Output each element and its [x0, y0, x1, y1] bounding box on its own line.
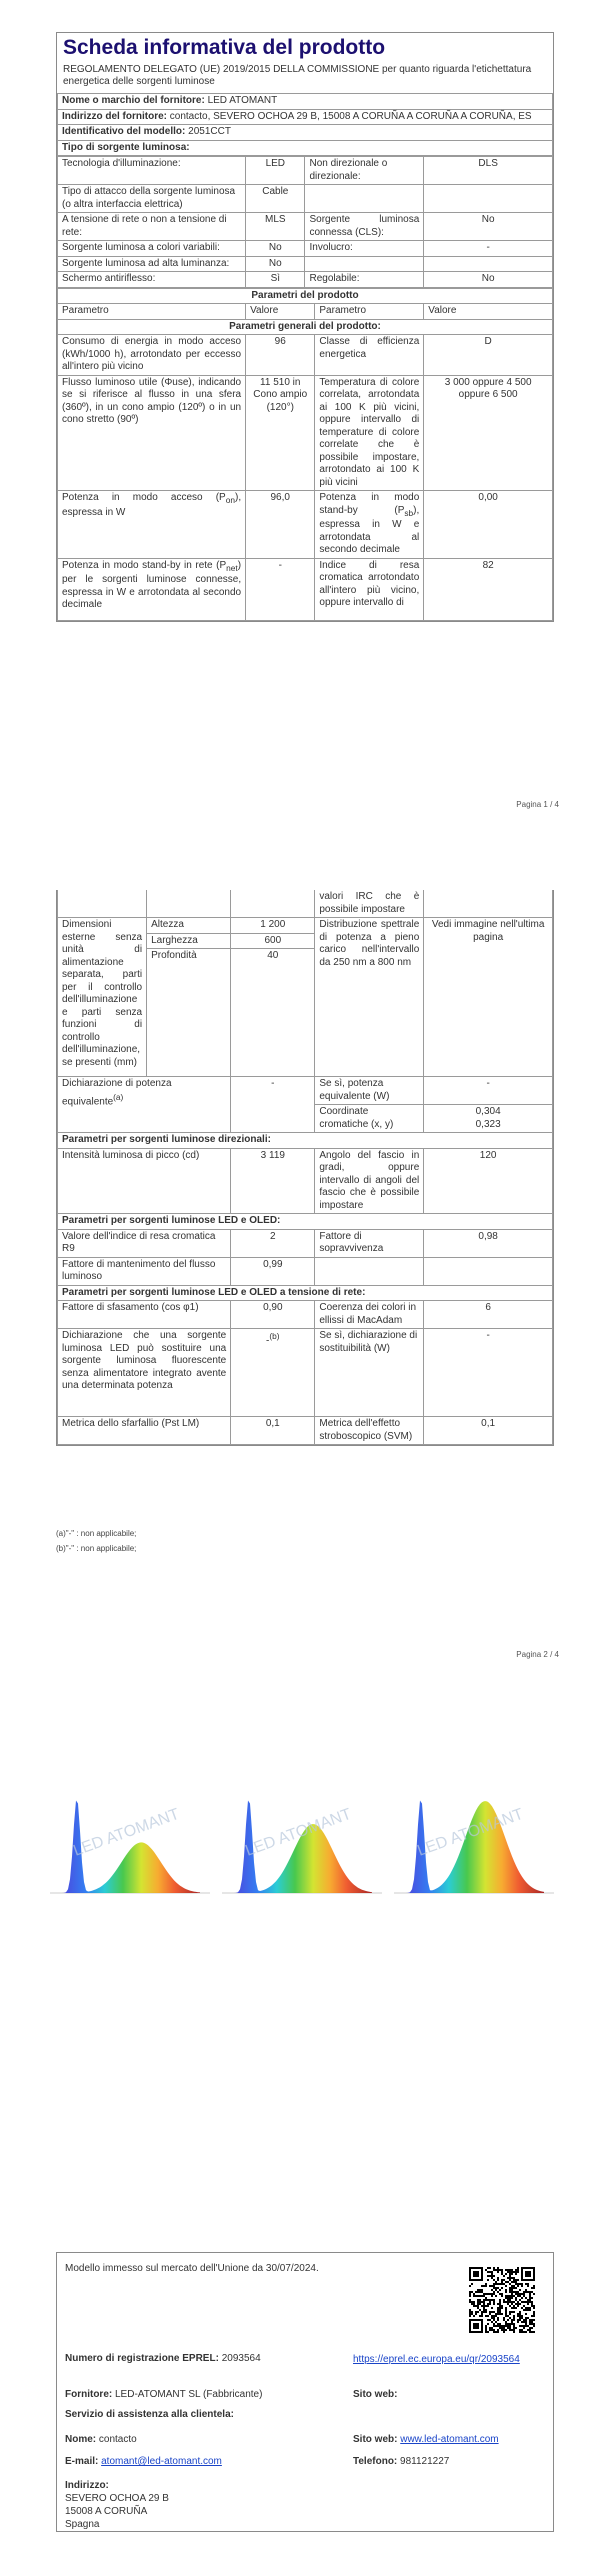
envelope-value: -: [424, 241, 553, 257]
equiv-watts-value: -: [424, 1077, 553, 1105]
eprel-row: Numero di registrazione EPREL: 2093564: [65, 2353, 261, 2364]
flux-value: 11 510 in Cono ampio (120°): [246, 375, 315, 491]
flux-label: Flusso luminoso utile (Φuse), indicando se si riferisce al flusso in una sfera (360º), in un cono ampio (120º) o in un cono stretto (90º): [58, 375, 246, 491]
replacement-value: -$^{(b)}$: [231, 1329, 315, 1417]
spectra-svg: [50, 1775, 560, 1915]
stroboscopic-value: 0,1: [424, 1417, 553, 1445]
website-row: Sito web: www.led-atomant.com: [353, 2434, 499, 2445]
height-label: Altezza: [147, 918, 231, 934]
r9-label: Valore dell'indice di resa cromatica R9: [58, 1229, 231, 1257]
replacement-watts-value: -: [424, 1329, 553, 1417]
header-param-2: Parametro: [315, 304, 424, 320]
equiv-power-value: -: [231, 1077, 315, 1133]
document-title: Scheda informativa del prodotto: [63, 36, 386, 59]
supplier-address-row: Indirizzo del fornitore: contacto, SEVERO OCHOA 29 B, 15008 A CORUÑA A CORUÑA A CORUÑA, ES: [58, 109, 553, 125]
page-1: [0, 0, 603, 820]
width-label: Larghezza: [147, 933, 231, 949]
cri-label: Indice di resa cromatica arrotondato all'intero più vicino, oppure intervallo di: [315, 558, 424, 620]
spectrum-image-1: [50, 1801, 210, 1894]
equiv-watts-label: Se sì, potenza equivalente (W): [315, 1077, 424, 1105]
header-param-1: Parametro: [58, 304, 246, 320]
maintenance-value: 0,99: [231, 1257, 315, 1285]
anti-glare-label: Schermo antiriflesso:: [58, 272, 246, 288]
phone-row: Telefono: 981121227: [353, 2456, 450, 2467]
mains-label: A tensione di rete o non a tensione di rete:: [58, 213, 246, 241]
depth-label: Profondità: [147, 949, 231, 1077]
maintenance-label: Fattore di mantenimento del flusso luminoso: [58, 1257, 231, 1285]
flicker-label: Metrica dello sfarfallio (Pst LM): [58, 1417, 231, 1445]
page-number-1: Pagina 1 / 4: [516, 800, 559, 809]
class-label: Classe di efficienza energetica: [315, 335, 424, 376]
supplier-row: Fornitore: LED-ATOMANT SL (Fabbricante): [65, 2389, 263, 2400]
cri-label-cont: valori IRC che è possibile impostare: [315, 890, 424, 918]
dimmable-label: Regolabile:: [305, 272, 424, 288]
macadam-label: Coerenza dei colori in ellissi di MacAdam: [315, 1301, 424, 1329]
spectral-distribution-images: [50, 1775, 560, 1915]
product-info-sheet: [56, 32, 554, 622]
cap-label: Tipo di attacco della sorgente luminosa (o altra interfaccia elettrica): [58, 185, 246, 213]
color-tunable-value: No: [246, 241, 305, 257]
equiv-power-label: Dichiarazione di potenza equivalente$^{(a)}$: [58, 1077, 231, 1133]
envelope-label: Involucro:: [305, 241, 424, 257]
color-tunable-label: Sorgente luminosa a colori variabili:: [58, 241, 246, 257]
spectrum-image-3: [394, 1801, 554, 1894]
market-date: Modello immesso sul mercato dell'Unione da 30/07/2024.: [65, 2263, 319, 2274]
peak-intensity-value: 3 119: [231, 1148, 315, 1214]
watermark-logo: LED ATOMANT: [415, 1805, 526, 1860]
standby-power-label: Potenza in modo stand-by $(P_{sb})$, espressa in W e arrotondata al secondo decimale: [315, 491, 424, 559]
height-value: 1 200: [231, 918, 315, 934]
chromaticity-label: Coordinate cromatiche (x, y): [315, 1105, 424, 1133]
type-table: [57, 156, 553, 288]
high-luminance-value: No: [246, 256, 305, 272]
spd-value: Vedi immagine nell'ultima pagina: [424, 918, 553, 1077]
product-info-sheet-cont: [56, 890, 554, 1446]
energy-label: Consumo di energia in modo acceso (kWh/1000 h), arrotondato per eccesso all'intero più vicino: [58, 335, 246, 376]
customer-service-heading: Servizio di assistenza alla clientela:: [65, 2409, 234, 2420]
high-luminance-label: Sorgente luminosa ad alta luminanza:: [58, 256, 246, 272]
beam-angle-label: Angolo del fascio in gradi, oppure intervallo di angoli del fascio che è possibile impostare: [315, 1148, 424, 1214]
energy-value: 96: [246, 335, 315, 376]
cls-value: No: [424, 213, 553, 241]
qr-code-icon[interactable]: [469, 2267, 535, 2333]
regulation-subtitle: REGOLAMENTO DELEGATO (UE) 2019/2015 DELLA COMMISSIONE per quanto riguarda l'etichettatura energetica delle sorgenti luminose: [63, 64, 532, 87]
depth-value: 40: [231, 949, 315, 1077]
supplier-table: [57, 93, 553, 156]
cls-label: Sorgente luminosa connessa (CLS):: [305, 213, 424, 241]
survival-label: Fattore di sopravvivenza: [315, 1229, 424, 1257]
displacement-label: Fattore di sfasamento (cos φ1): [58, 1301, 231, 1329]
header-value-2: Valore: [424, 304, 553, 320]
peak-intensity-label: Intensità luminosa di picco (cd): [58, 1148, 231, 1214]
spd-label: Distribuzione spettrale di potenza a pieno carico nell'intervallo da 250 nm a 800 nm: [315, 918, 424, 1077]
replacement-watts-label: Se sì, dichiarazione di sostituibilità (W): [315, 1329, 424, 1417]
stroboscopic-label: Metrica dell'effetto stroboscopico (SVM): [315, 1417, 424, 1445]
website-label: Sito web:: [353, 2389, 398, 2400]
header-value-1: Valore: [246, 304, 315, 320]
led-title: Parametri per sorgenti luminose LED e OLED:: [58, 1214, 553, 1230]
cct-value: 3 000 oppure 4 500 oppure 6 500: [424, 375, 553, 491]
type-section-heading: Tipo di sorgente luminosa:: [58, 140, 553, 156]
on-power-label: Potenza in modo acceso $(P_{on})$, espressa in W: [58, 491, 246, 559]
on-power-value: 96,0: [246, 491, 315, 559]
spectrum-image-2: [222, 1801, 382, 1894]
footnote-a: (a)"-" : non applicabile;: [56, 1529, 137, 1538]
tech-label: Tecnologia d'illuminazione:: [58, 157, 246, 185]
model-row: Identificativo del modello: 2051CCT: [58, 125, 553, 141]
standby-power-value: 0,00: [424, 491, 553, 559]
dir-value: DLS: [424, 157, 553, 185]
mains-led-title: Parametri per sorgenti luminose LED e OLED a tensione di rete:: [58, 1285, 553, 1301]
macadam-value: 6: [424, 1301, 553, 1329]
anti-glare-value: Sì: [246, 272, 305, 288]
survival-value: 0,98: [424, 1229, 553, 1257]
chromaticity-value: 0,304 0,323: [424, 1105, 553, 1133]
watermark-logo: LED ATOMANT: [243, 1805, 354, 1860]
dimmable-value: No: [424, 272, 553, 288]
cct-label: Temperatura di colore correlata, arrotondata ai 100 K più vicini, oppure intervallo di temperature di colore correlate che è possibile impostare, arrotondato ai 100 K più vicini: [315, 375, 424, 491]
tech-value: LED: [246, 157, 305, 185]
params-table-cont: [57, 890, 553, 1445]
width-value: 600: [231, 933, 315, 949]
params-table: [57, 288, 553, 621]
cap-value: Cable: [246, 185, 305, 213]
dimensions-label: Dimensioni esterne senza unità di alimentazione separata, parti per il controllo dell'illuminazione e parti senza funzioni di controllo dell'illuminazione, se presenti (mm): [58, 918, 147, 1077]
general-params-title: Parametri generali del prodotto:: [58, 319, 553, 335]
eprel-link[interactable]: https://eprel.ec.europa.eu/qr/2093564: [353, 2354, 520, 2365]
networked-standby-label: Potenza in modo stand-by in rete $(P_{net})$ per le sorgenti luminose connesse, espressa in W e arrotondata al secondo decimale: [58, 558, 246, 620]
cri-value: 82: [424, 558, 553, 620]
website-link[interactable]: www.led-atomant.com: [400, 2434, 499, 2445]
contact-name-row: Nome: contacto: [65, 2434, 137, 2445]
registration-box: [56, 2252, 554, 2532]
email-row: E-mail: atomant@led-atomant.com: [65, 2456, 222, 2467]
replacement-label: Dichiarazione che una sorgente luminosa LED può sostituire una sorgente luminosa fluorescente senza alimentatore integrato avente una determinata potenza: [58, 1329, 231, 1417]
beam-angle-value: 120: [424, 1148, 553, 1214]
address-block: Indirizzo: SEVERO OCHOA 29 B 15008 A CORUÑA Spagna: [65, 2480, 169, 2530]
page-number-2: Pagina 2 / 4: [516, 1650, 559, 1659]
mains-value: MLS: [246, 213, 305, 241]
dir-label: Non direzionale o direzionale:: [305, 157, 424, 185]
email-link[interactable]: atomant@led-atomant.com: [101, 2456, 222, 2467]
flicker-value: 0,1: [231, 1417, 315, 1445]
class-value: D: [424, 335, 553, 376]
r9-value: 2: [231, 1229, 315, 1257]
directional-title: Parametri per sorgenti luminose direzionali:: [58, 1133, 553, 1149]
displacement-value: 0,90: [231, 1301, 315, 1329]
supplier-name-row: Nome o marchio del fornitore: LED ATOMANT: [58, 94, 553, 110]
page-2: [0, 890, 603, 1680]
params-title: Parametri del prodotto: [58, 288, 553, 304]
footnote-b: (b)"-" : non applicabile;: [56, 1544, 137, 1553]
networked-standby-value: -: [246, 558, 315, 620]
footnotes: [56, 1526, 136, 1556]
watermark-logo: LED ATOMANT: [71, 1805, 182, 1860]
